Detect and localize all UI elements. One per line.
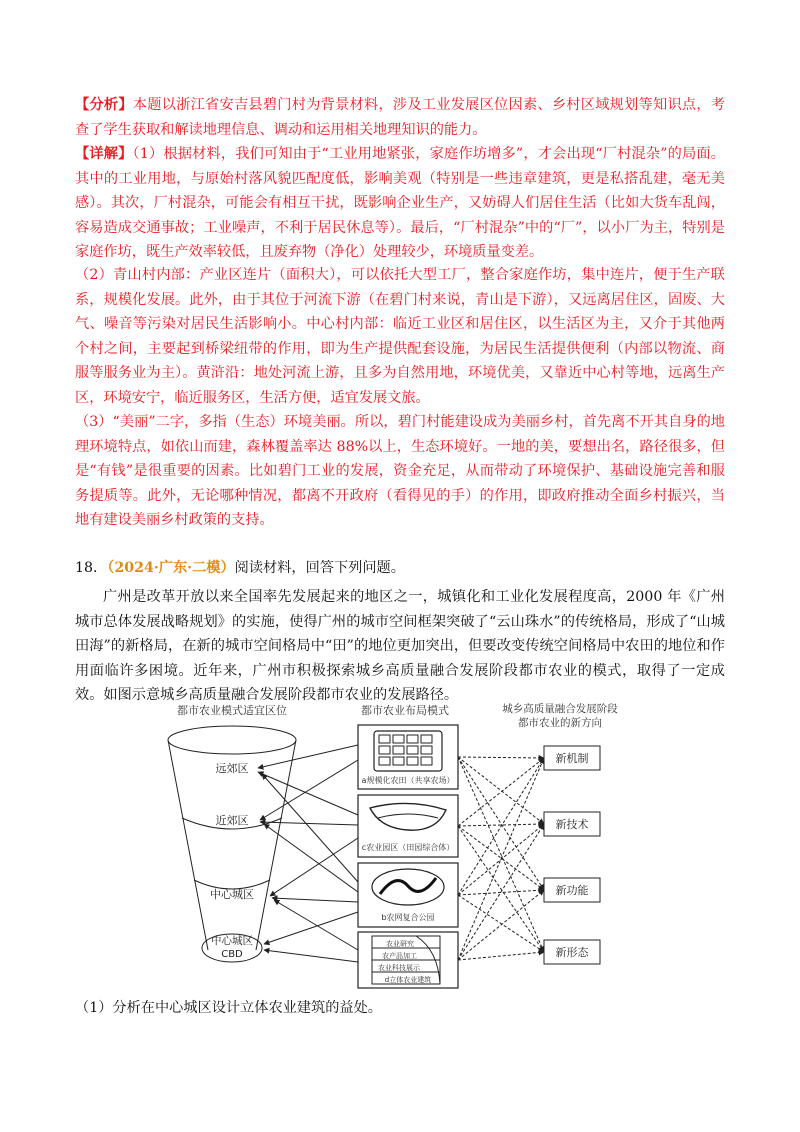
- outcome-function: 新功能: [555, 884, 589, 897]
- col1-title: 都市农业模式适宜区位: [177, 704, 287, 717]
- analysis-text: 本题以浙江省安吉县碧门村为背景材料，涉及工业发展区位因素、乡村区域规划等知识点，考查了学生获取和解读地理信息、调动和运用相关地理知识的能力。: [75, 97, 725, 138]
- mode-c-label: c农业园区（田园综合体）: [361, 843, 455, 852]
- zone-near-suburb: 近郊区: [215, 814, 249, 827]
- outcome-form: 新形态: [555, 946, 589, 959]
- mode-d-label: d立体农业建筑: [384, 976, 432, 984]
- col3-title-1: 城乡高质量融合发展阶段: [502, 703, 618, 715]
- col3-title-2: 都市农业的新方向: [518, 717, 602, 729]
- zone-cbd: CBD: [221, 949, 243, 960]
- analysis-paragraph: [75, 93, 725, 142]
- question-18-heading: [75, 556, 725, 581]
- mode-d-floor-1: 农业研究: [386, 940, 414, 948]
- detail-paragraph-3: （3）“美丽”二字，多指（生态）环境美丽。所以，碧门村能建设成为美丽乡村，首先离不开其自身的地理环境特点，如依山而建，森林覆盖率达 88%以上，生态环境好。一地的美，要想出名，路径很多，但是“有钱”是很重要的因素。比如碧门工业的发展，资金充足，从而带动了环境保护、基础设施完善和服务提质等。此外，无论哪种情况，都离不开政府（看得见的手）的作用，即政府推动全面乡村振兴，当地有建设美丽乡村政策的支持。: [75, 414, 725, 529]
- agriculture-path-diagram: [160, 700, 640, 992]
- analysis-tag: 【分析】: [75, 97, 133, 113]
- question-material: 广州是改革开放以来全国率先发展起来的地区之一，城镇化和工业化发展程度高，2000 年《广州城市总体发展战略规划》的实施，使得广州的城市空间框架突破了“云山珠水”的传统格局，形成了“山城田海”的新格局，在新的城市空间格局中“田”的地位更加突出，但要改变传统空间格局中农田的地位和作用面临许多困境。近年来，广州市积极探索城乡高质量融合发展阶段都市农业的模式，取得了一定成效。如图示意城乡高质量融合发展阶段都市农业的发展路径。: [75, 589, 725, 704]
- question-number: 18．: [75, 560, 108, 576]
- mode-b-label: b农网复合公园: [381, 913, 435, 922]
- mode-d-floor-2: 农产品加工: [382, 952, 417, 960]
- col2-title: 都市农业布局模式: [361, 704, 449, 717]
- outcome-technology: 新技术: [555, 818, 589, 831]
- zone-central-city: 中心城区: [210, 888, 254, 901]
- mode-zone-arrows: [258, 745, 358, 962]
- zone-central-city-cbd: 中心城区: [211, 935, 253, 947]
- detail-paragraph-1: [75, 142, 725, 265]
- question-source: （2024·广东·二模）: [107, 560, 235, 576]
- detail-tag: 【详解】: [75, 146, 133, 162]
- detail-paragraph-2: （2）青山村内部：产业区连片（面积大），可以依托大型工厂，整合家庭作坊，集中连片，便于生产联系，规模化发展。此外，由于其位于河流下游（在碧门村来说，青山是下游），又远离居住区，固废、大气、噪音等污染对居民生活影响小。中心村内部：临近工业区和居住区，以生活区为主，又介于其他两个村之间，主要起到桥梁纽带的作用，即为生产提供配套设施，为居民生活提供便利（内部以物流、商服等服务业为主）。黄浒沿：地处河流上游，且多为自然用地，环境优美，又靠近中心村等地，远离生产区，环境安宁，临近服务区，生活方便，适宜发展文旅。: [75, 267, 725, 406]
- mode-outcome-arrows: [458, 757, 544, 960]
- mode-d-floor-3: 农业科技展示: [378, 964, 420, 972]
- question-18-sub-1: （1）分析在中心城区设计立体农业建筑的益处。: [75, 1000, 382, 1016]
- zone-far-suburb: 远郊区: [215, 762, 249, 775]
- detail-p1: （1）根据材料，我们可知由于“工业用地紧张，家庭作坊增多”，才会出现“厂村混杂”的局面。其中的工业用地，与原始村落风貌匹配度低，影响美观（特别是一些违章建筑，更是私搭乱建，毫无美感）。其次，厂村混杂，可能会有相互干扰，既影响企业生产，又妨碍人们居住生活（比如大货车乱闯，容易造成交通事故；工业噪声，不利于居民休息等）。最后，“厂村混杂”中的“厂”，以小厂为主，特别是家庭作坊，既生产效率较低，且废弃物（净化）处理较少，环境质量变差。: [75, 146, 725, 261]
- mode-a-label: a规模化农田（共享农场）: [361, 776, 455, 785]
- question-intro: 阅读材料，回答下列问题。: [234, 560, 405, 576]
- outcome-mechanism: 新机制: [555, 752, 589, 765]
